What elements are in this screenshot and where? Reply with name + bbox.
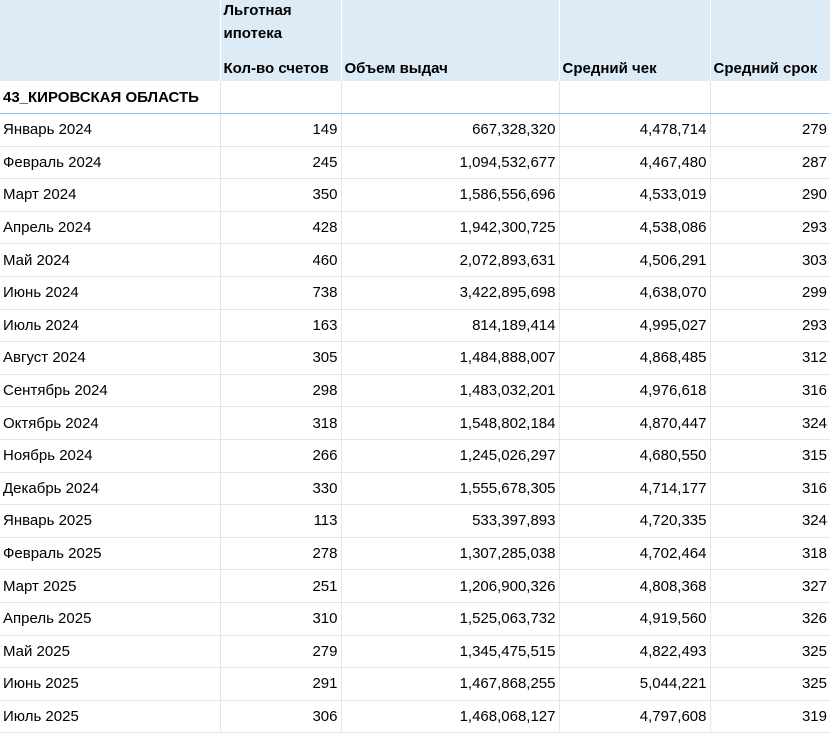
avg-term-cell[interactable]: 325 [710,635,830,668]
avg-check-cell[interactable]: 4,797,608 [559,700,710,733]
avg-term-cell[interactable]: 316 [710,472,830,505]
month-cell[interactable]: Ноябрь 2024 [0,439,220,472]
count-cell[interactable]: 251 [220,570,341,603]
count-cell[interactable]: 428 [220,211,341,244]
count-cell[interactable]: 245 [220,146,341,179]
avg-term-cell[interactable]: 287 [710,146,830,179]
header-cell-empty[interactable] [0,0,220,46]
table-row [0,276,830,309]
count-cell[interactable]: 279 [220,635,341,668]
table-row [0,505,830,538]
avg-check-cell[interactable]: 4,919,560 [559,602,710,635]
avg-check-cell[interactable]: 4,870,447 [559,407,710,440]
month-cell[interactable]: Февраль 2025 [0,537,220,570]
volume-cell[interactable]: 1,245,026,297 [341,439,559,472]
avg-term-cell[interactable]: 316 [710,374,830,407]
month-cell[interactable]: Апрель 2024 [0,211,220,244]
table-row [0,700,830,733]
count-cell[interactable]: 291 [220,668,341,701]
column-header-count[interactable]: Кол-во счетов [220,46,341,81]
count-cell[interactable]: 305 [220,342,341,375]
table-row [0,309,830,342]
header-cell-empty[interactable] [710,0,830,46]
avg-term-cell[interactable]: 319 [710,700,830,733]
avg-term-cell[interactable]: 303 [710,244,830,277]
avg-check-cell[interactable]: 4,506,291 [559,244,710,277]
region-row [0,81,830,114]
table-row [0,244,830,277]
avg-check-cell[interactable]: 4,467,480 [559,146,710,179]
month-cell[interactable]: Март 2024 [0,179,220,212]
table-row [0,374,830,407]
region-cell-empty[interactable] [341,81,559,114]
table-row [0,114,830,147]
table-row [0,211,830,244]
avg-term-cell[interactable]: 315 [710,439,830,472]
volume-cell[interactable]: 814,189,414 [341,309,559,342]
avg-term-cell[interactable]: 327 [710,570,830,603]
avg-term-cell[interactable]: 299 [710,276,830,309]
avg-term-cell[interactable]: 318 [710,537,830,570]
group-title-line1: Льготная [223,2,292,19]
avg-check-cell[interactable]: 4,478,714 [559,114,710,147]
region-cell-empty[interactable] [710,81,830,114]
count-cell[interactable]: 266 [220,439,341,472]
table-row [0,439,830,472]
avg-check-cell[interactable]: 4,680,550 [559,439,710,472]
volume-cell[interactable]: 667,328,320 [341,114,559,147]
avg-term-cell[interactable]: 290 [710,179,830,212]
volume-cell[interactable]: 3,422,895,698 [341,276,559,309]
avg-check-cell[interactable]: 4,868,485 [559,342,710,375]
column-header-avg-term[interactable]: Средний срок [710,46,830,81]
header-cell-empty[interactable] [341,0,559,46]
avg-check-cell[interactable]: 4,702,464 [559,537,710,570]
column-header-volume[interactable]: Объем выдач [341,46,559,81]
header-row-top [0,0,830,46]
month-cell[interactable]: Июль 2025 [0,700,220,733]
count-cell[interactable]: 330 [220,472,341,505]
avg-term-cell[interactable]: 326 [710,602,830,635]
region-cell-empty[interactable] [559,81,710,114]
count-cell[interactable]: 350 [220,179,341,212]
count-cell[interactable]: 460 [220,244,341,277]
table-row [0,472,830,505]
month-cell[interactable]: Июнь 2024 [0,276,220,309]
count-cell[interactable]: 310 [220,602,341,635]
avg-check-cell[interactable]: 4,638,070 [559,276,710,309]
month-cell[interactable]: Январь 2024 [0,114,220,147]
volume-cell[interactable]: 2,072,893,631 [341,244,559,277]
table-row [0,179,830,212]
volume-cell[interactable]: 1,525,063,732 [341,602,559,635]
avg-term-cell[interactable]: 324 [710,407,830,440]
table-row [0,342,830,375]
month-cell[interactable]: Январь 2025 [0,505,220,538]
month-cell[interactable]: Июнь 2025 [0,668,220,701]
volume-cell[interactable]: 1,555,678,305 [341,472,559,505]
count-cell[interactable]: 278 [220,537,341,570]
avg-term-cell[interactable]: 324 [710,505,830,538]
month-cell[interactable]: Сентябрь 2024 [0,374,220,407]
avg-check-cell[interactable]: 4,808,368 [559,570,710,603]
volume-cell[interactable]: 1,206,900,326 [341,570,559,603]
volume-cell[interactable]: 1,468,068,127 [341,700,559,733]
avg-check-cell[interactable]: 4,822,493 [559,635,710,668]
header-row-columns [0,46,830,81]
month-cell[interactable]: Апрель 2025 [0,602,220,635]
avg-check-cell[interactable]: 4,533,019 [559,179,710,212]
month-cell[interactable]: Август 2024 [0,342,220,375]
volume-cell[interactable]: 1,094,532,677 [341,146,559,179]
avg-check-cell[interactable]: 4,720,335 [559,505,710,538]
month-cell[interactable]: Март 2025 [0,570,220,603]
count-cell[interactable]: 149 [220,114,341,147]
table-row [0,537,830,570]
region-cell-empty[interactable] [220,81,341,114]
group-title-cell[interactable] [220,0,341,46]
volume-cell[interactable]: 1,942,300,725 [341,211,559,244]
count-cell[interactable]: 298 [220,374,341,407]
avg-check-cell[interactable]: 4,976,618 [559,374,710,407]
month-cell[interactable]: Октябрь 2024 [0,407,220,440]
avg-check-cell[interactable]: 5,044,221 [559,668,710,701]
volume-cell[interactable]: 1,307,285,038 [341,537,559,570]
avg-check-cell[interactable]: 4,995,027 [559,309,710,342]
avg-check-cell[interactable]: 4,538,086 [559,211,710,244]
month-cell[interactable]: Декабрь 2024 [0,472,220,505]
month-cell[interactable]: Февраль 2024 [0,146,220,179]
region-name[interactable]: 43_КИРОВСКАЯ ОБЛАСТЬ [0,81,220,114]
avg-term-cell[interactable]: 293 [710,309,830,342]
count-cell[interactable]: 306 [220,700,341,733]
volume-cell[interactable]: 1,548,802,184 [341,407,559,440]
table-row [0,635,830,668]
avg-term-cell[interactable]: 312 [710,342,830,375]
volume-cell[interactable]: 1,586,556,696 [341,179,559,212]
column-header-avg-check[interactable]: Средний чек [559,46,710,81]
table-row [0,146,830,179]
month-cell[interactable]: Июль 2024 [0,309,220,342]
header-cell-empty[interactable] [559,0,710,46]
header-cell-empty[interactable] [0,46,220,81]
volume-cell[interactable]: 1,345,475,515 [341,635,559,668]
avg-check-cell[interactable]: 4,714,177 [559,472,710,505]
table-row [0,668,830,701]
avg-term-cell[interactable]: 325 [710,668,830,701]
group-title-line2: ипотека [223,25,283,42]
count-cell[interactable]: 113 [220,505,341,538]
table-row [0,570,830,603]
month-cell[interactable]: Май 2024 [0,244,220,277]
table-row [0,602,830,635]
table-row [0,407,830,440]
volume-cell[interactable]: 1,467,868,255 [341,668,559,701]
avg-term-cell[interactable]: 293 [710,211,830,244]
count-cell[interactable]: 738 [220,276,341,309]
month-cell[interactable]: Май 2025 [0,635,220,668]
count-cell[interactable]: 318 [220,407,341,440]
volume-cell[interactable]: 1,484,888,007 [341,342,559,375]
avg-term-cell[interactable]: 279 [710,114,830,147]
volume-cell[interactable]: 1,483,032,201 [341,374,559,407]
volume-cell[interactable]: 533,397,893 [341,505,559,538]
count-cell[interactable]: 163 [220,309,341,342]
